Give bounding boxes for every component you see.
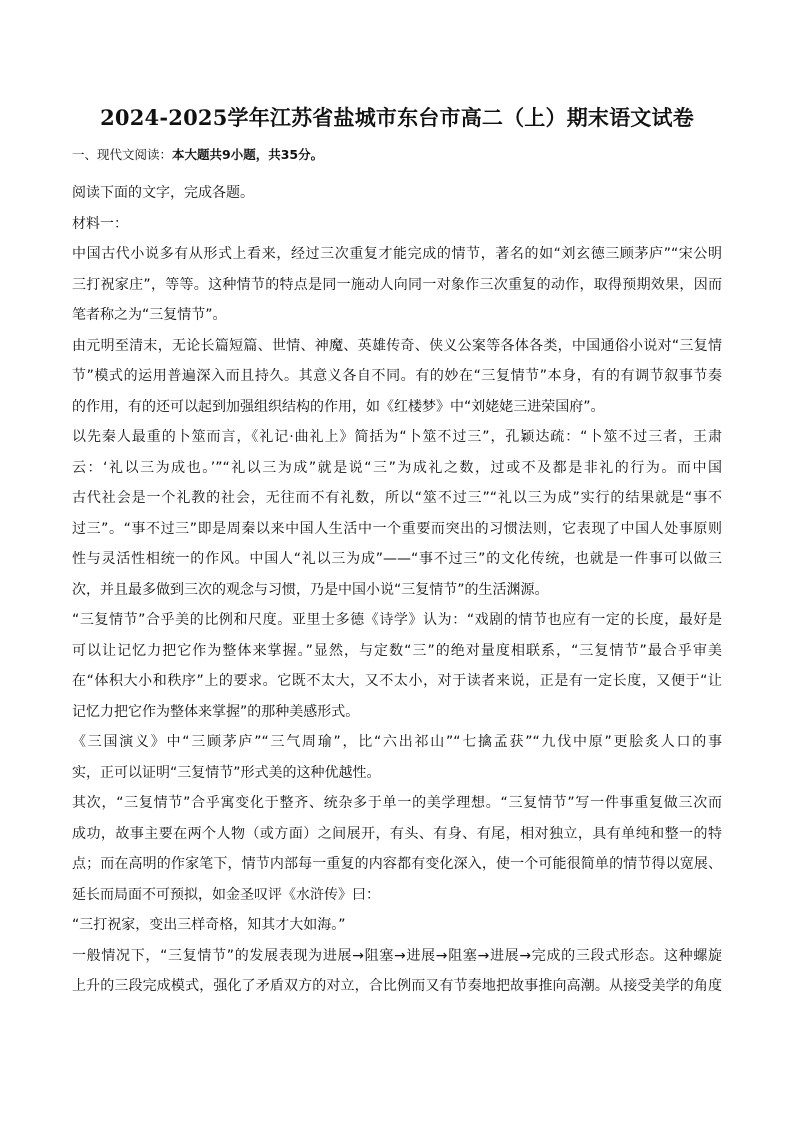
paragraph-line: 云：‘礼以三为成也。’”“礼以三为成”就是说“三”为成礼之数，过或不及都是非礼的行为。而中国 (72, 459, 722, 476)
paragraph-line: 点；而在高明的作家笔下，情节内部每一重复的内容都有变化深入，使一个可能很简单的情节得以宽展、 (72, 856, 722, 872)
paragraph-line: 在“体积大小和秩序”上的要求。它既不太大，又不太小，对于读者来说，正是有一定长度，又便于“让 (72, 673, 722, 689)
paragraph-line: 的作用，有的还可以起到加强组织结构的作用，如《红楼梦》中“刘姥姥三进荣国府”。 (72, 398, 605, 415)
section-heading (72, 146, 323, 164)
paragraph-line: “三复情节”合乎美的比例和尺度。亚里士多德《诗学》认为：“戏剧的情节也应有一定的长度，最好是 (72, 612, 722, 628)
paragraph-line: 延长而局面不可预拟，如金圣叹评《水浒传》曰： (72, 886, 380, 903)
paragraph-line: 成功，故事主要在两个人物（或方面）之间展开，有头、有身、有尾，相对独立，具有单纯和整一的特 (72, 825, 722, 842)
section-heading-prefix: 一、现代文阅读： (72, 147, 173, 162)
paragraph-line: 其次，“三复情节”合乎寓变化于整齐、统杂多于单一的美学理想。“三复情节”写一件事重复做三次而 (72, 795, 722, 811)
paragraph-line: 由元明至清末，无论长篇短篇、世情、神魔、英雄传奇、侠义公案等各体各类，中国通俗小说对“三复情 (72, 337, 722, 354)
paragraph-line: 以先秦人最重的卜筮而言，《礼记·曲礼上》简括为“卜筮不过三”，孔颖达疏：“卜筮不过三者，王肃 (72, 429, 722, 445)
material-label: 材料一： (72, 215, 128, 232)
paragraph-line: 次，并且最多做到三次的观念与习惯，乃是中国小说“三复情节”的生活渊源。 (72, 581, 549, 598)
page-title: 2024-2025学年江苏省盐城市东台市高二（上）期末语文试卷 (100, 105, 694, 130)
paragraph-line: 中国古代小说多有从形式上看来，经过三次重复才能完成的情节，著名的如“刘玄德三顾茅庐”“宋公明 (72, 246, 722, 262)
paragraph-line: 可以让记忆力把它作为整体来掌握。”显然，与定数“三”的绝对量度相联系，“三复情节”最合乎审美 (72, 642, 722, 659)
paragraph-line: 三打祝家庄”，等等。这种情节的特点是同一施动人向同一对象作三次重复的动作，取得预期效果，因而 (72, 276, 722, 293)
paragraph-line: 《三国演义》中“三顾茅庐”“三气周瑜”，比“六出祁山”“七擒孟获”“九伐中原”更脍炙人口的事 (72, 734, 722, 750)
paragraph-line: 过三”。“事不过三”即是周秦以来中国人生活中一个重要而突出的习惯法则，它表现了中国人处事原则 (72, 520, 722, 537)
paragraph-line: 笔者称之为“三复情节”。 (72, 307, 227, 323)
paragraph-line: 上升的三段完成模式，强化了矛盾双方的对立，合比例而又有节奏地把故事推向高潮。从接受美学的角度 (72, 978, 722, 994)
passage-body (72, 178, 722, 1002)
paragraph-line: 古代社会是一个礼教的社会，无往而不有礼数，所以“筮不过三”“礼以三为成”实行的结果就是“事不 (72, 490, 722, 506)
paragraph-line: 一般情况下，“三复情节”的发展表现为进展→阻塞→进展→阻塞→进展→完成的三段式形态。这种螺旋 (72, 947, 722, 964)
paragraph-line: 记忆力把它作为整体来掌握”的那种美感形式。 (72, 703, 360, 720)
paragraph-line: 节”模式的运用普遍深入而且持久。其意义各自不同。有的妙在“三复情节”本身，有的有调节叙事节奏 (72, 368, 722, 384)
section-heading-bold: 本大题共9小题，共35分。 (172, 147, 324, 162)
paragraph-line: 实，正可以证明“三复情节”形式美的这种优越性。 (72, 764, 381, 781)
paragraph-line: 性与灵活性相统一的作风。中国人“礼以三为成”——“事不过三”的文化传统，也就是一件事可以做三 (72, 551, 722, 567)
instruction-line: 阅读下面的文字，完成各题。 (72, 185, 254, 201)
quote-line: “三打祝家，变出三样奇格，知其才大如海。” (72, 917, 346, 933)
